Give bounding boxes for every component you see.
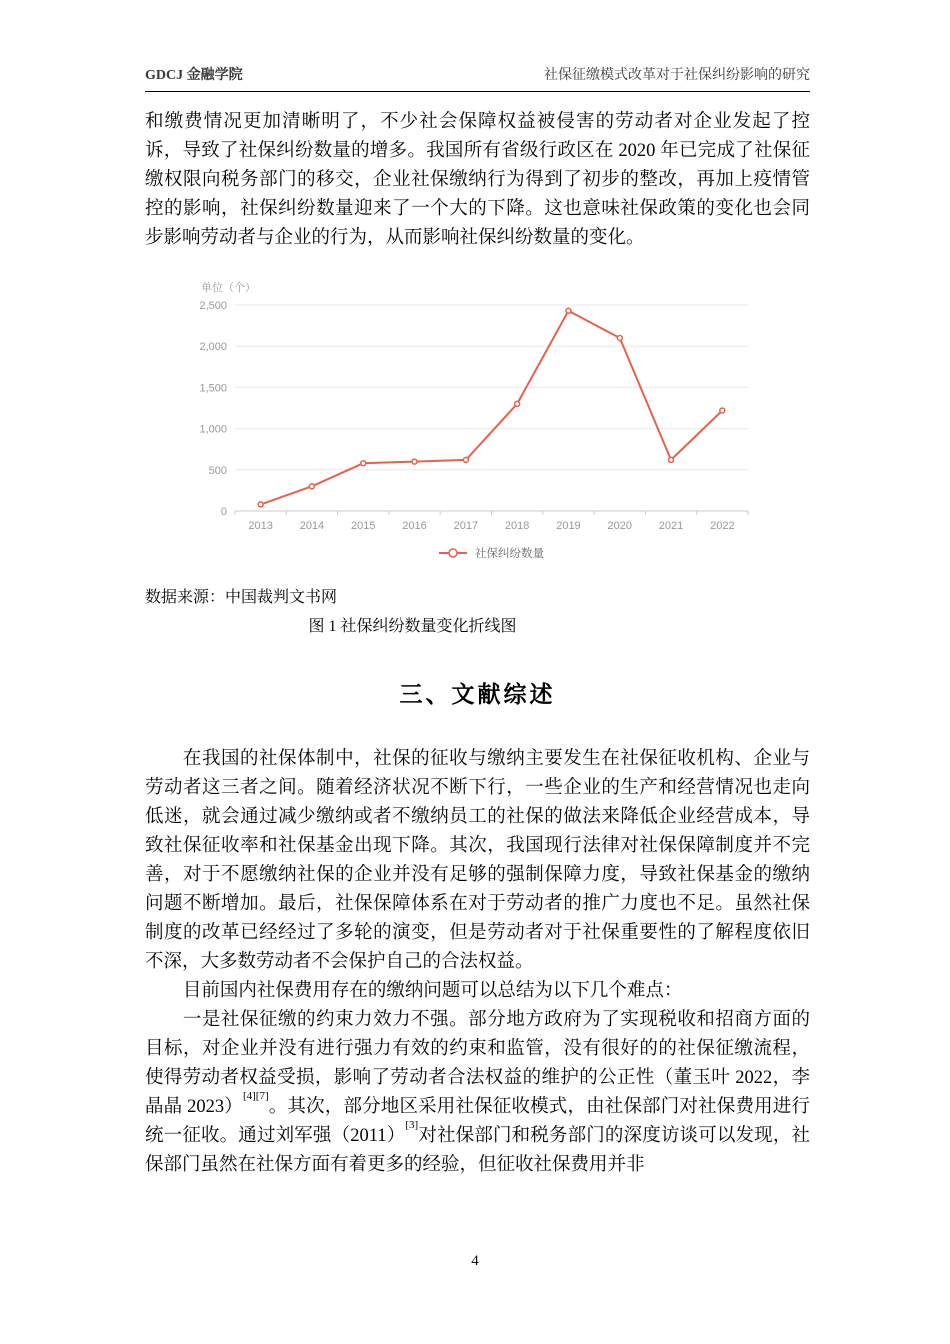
svg-text:1,500: 1,500 [199,382,227,395]
page-number: 4 [471,1253,479,1269]
figure-caption: 图 1 社保纠纷数量变化折线图 [308,618,517,635]
svg-text:2018: 2018 [504,520,530,532]
svg-text:2013: 2013 [248,520,273,532]
chart-data-source: 数据来源：中国裁判文书网 [145,589,338,606]
page-header [145,64,810,92]
svg-text:1,000: 1,000 [199,423,227,436]
svg-text:2016: 2016 [402,520,427,532]
svg-text:2021: 2021 [658,520,684,532]
intro-paragraph: 和缴费情况更加清晰明了，不少社会保障权益被侵害的劳动者对企业发起了控诉，导致了社保纠纷数量的增多。我国所有省级行政区在 2020 年已完成了社保征缴权限向税务部门的移交，企业社保缴纳行为得到了初步的整改，再加上疫情管控的影响，社保纠纷数量迎来了一个大的下降。这也意味社保政策的变化也会同步影响劳动者与企业的行为，从而影响社保纠纷数量的变化。 [145,112,810,248]
paragraph-text: 。其次，部分地区采用社保征收模式，由社保部门对社保费用进行统一征收。通过刘军强（2011） [145,1097,810,1146]
svg-text:单位（个）: 单位（个） [201,282,256,294]
header-institution: GDCJ 金融学院 [145,68,243,83]
paragraph-text: 一是社保征缴的约束力效力不强。部分地方政府为了实现税收和招商方面的目标，对企业并没有进行强力有效的约束和监管，没有很好的的社保征缴流程，使得劳动者权益受损，影响了劳动者合法权益的维护的公正性（董玉叶 2022，李晶晶 2023） [145,1010,810,1117]
svg-text:0: 0 [220,506,227,518]
citation-ref: [3] [405,1118,419,1131]
section-title: 三、文献综述 [399,681,556,707]
svg-text:500: 500 [208,464,227,477]
header-paper-title: 社保征缴模式改革对于社保纠纷影响的研究 [544,68,810,83]
svg-text:2022: 2022 [710,520,735,532]
literature-paragraph-3 [145,1006,810,1180]
svg-text:社保纠纷数量: 社保纠纷数量 [475,548,544,560]
literature-paragraph-1: 在我国的社保体制中，社保的征收与缴纳主要发生在社保征收机构、企业与劳动者这三者之间。随着经济状况不断下行，一些企业的生产和经营情况也走向低迷，就会通过减少缴纳或者不缴纳员工的社保的做法来降低企业经营成本，导致社保征收率和社保基金出现下降。其次，我国现行法律对社保保障制度并不完善，对于不愿缴纳社保的企业并没有足够的强制保障力度，导致社保基金的缴纳问题不断增加。最后，社保保障体系在对于劳动者的推广力度也不足。虽然社保制度的改革已经经过了多轮的演变，但是劳动者对于社保重要性的了解程度依旧不深，大多数劳动者不会保护自己的合法权益。 [145,749,810,972]
svg-text:2015: 2015 [351,520,376,532]
svg-text:2014: 2014 [299,520,325,532]
svg-text:2020: 2020 [607,520,632,532]
page-footer [0,1253,950,1270]
svg-text:2,000: 2,000 [199,341,227,354]
literature-paragraph-2: 目前国内社保费用存在的缴纳问题可以总结为以下几个难点： [182,981,683,1001]
citation-ref: [4][7] [242,1089,269,1102]
svg-text:2017: 2017 [453,520,479,532]
paragraph-text: 对社保部门和税务部门的深度访谈可以发现，社保部门虽然在社保方面有着更多的经验，但征收社保费用并非 [145,1126,810,1175]
svg-text:2019: 2019 [556,520,581,532]
svg-text:2,500: 2,500 [199,300,227,312]
line-chart [173,275,773,574]
